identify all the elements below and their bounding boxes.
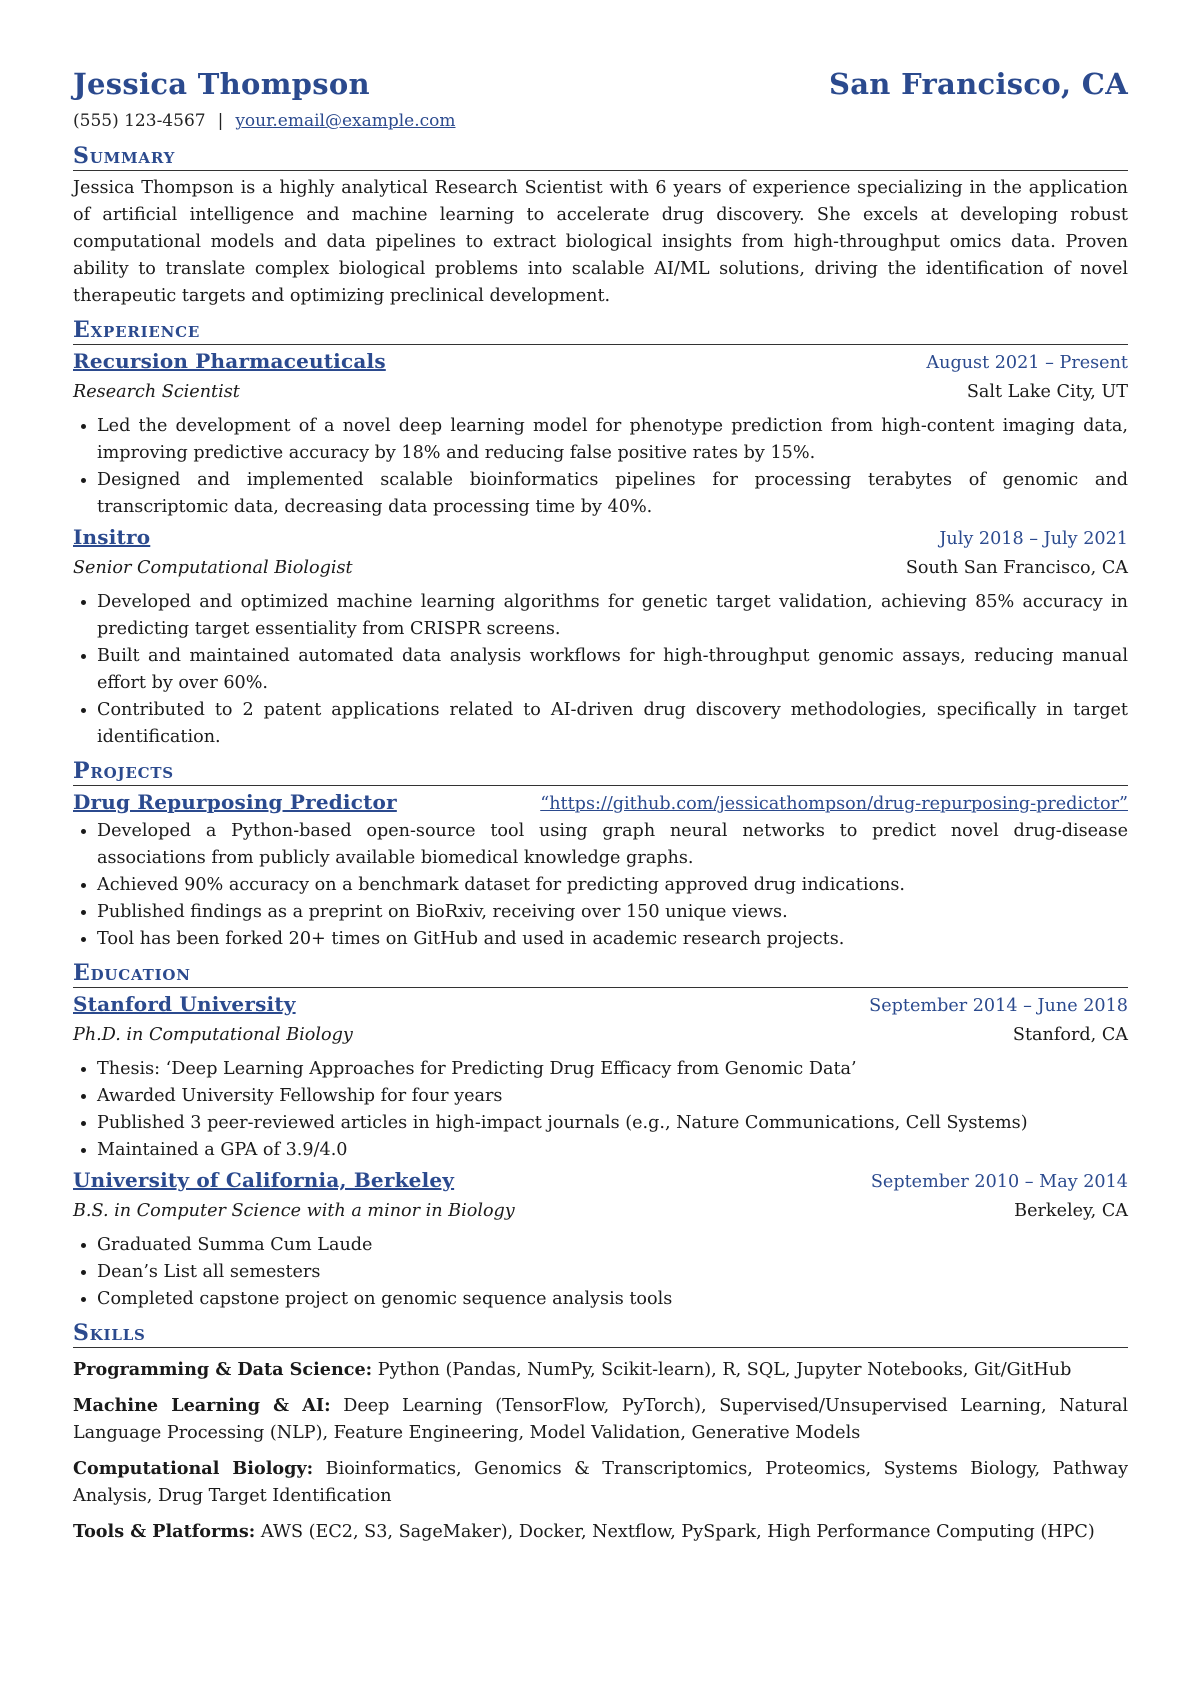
education-entry xyxy=(73,990,1128,1164)
project-name-link[interactable]: Drug Repurposing Predictor xyxy=(73,790,397,814)
contact-separator: | xyxy=(217,111,224,131)
email-link[interactable]: your.email@example.com xyxy=(235,111,456,131)
list-item: • Thesis: ‘Deep Learning Approaches for Predicting Drug Efficacy from Genomic Data’ xyxy=(97,1056,1128,1083)
company-link[interactable]: Insitro xyxy=(73,525,151,549)
job-location: Salt Lake City, UT xyxy=(966,382,1128,402)
skill-category: Programming & Data Science: xyxy=(73,1359,373,1380)
project-entry xyxy=(73,788,1128,953)
education-dates: September 2010 – May 2014 xyxy=(870,1172,1128,1192)
job-dates: July 2018 – July 2021 xyxy=(939,529,1128,549)
list-item: • Designed and implemented scalable bioinformatics pipelines for processing terabytes of genomic and transcriptomic data, decreasing data processing time by 40%. xyxy=(97,467,1128,521)
resume-page xyxy=(73,62,1128,1546)
skill-category: Tools & Platforms: xyxy=(73,1521,256,1542)
list-item: • Built and maintained automated data analysis workflows for high-throughput genomic assays, reducing manual effort by over 60%. xyxy=(97,643,1128,697)
phone-number: (555) 123-4567 xyxy=(73,111,206,131)
degree: B.S. in Computer Science with a minor in Biology xyxy=(73,1201,515,1221)
list-item: • Awarded University Fellowship for four years xyxy=(97,1083,1128,1110)
list-item: • Achieved 90% accuracy on a benchmark dataset for predicting approved drug indications. xyxy=(97,872,1128,899)
experience-entry xyxy=(73,523,1128,751)
job-location: South San Francisco, CA xyxy=(905,558,1128,578)
project-url-link[interactable]: “https://github.com/jessicathompson/drug-repurposing-predictor” xyxy=(540,794,1128,814)
list-item: • Maintained a GPA of 3.9/4.0 xyxy=(97,1137,1128,1164)
education-section xyxy=(73,959,1128,1313)
education-bullets xyxy=(73,1056,1128,1164)
skill-line xyxy=(73,1356,1128,1384)
list-item: • Developed a Python-based open-source tool using graph neural networks to predict novel drug-disease associations from publicly available biomedical knowledge graphs. xyxy=(97,818,1128,872)
list-item: • Published 3 peer-reviewed articles in high-impact journals (e.g., Nature Communications, Cell Systems) xyxy=(97,1110,1128,1137)
school-link[interactable]: Stanford University xyxy=(73,992,296,1016)
summary-heading: Summary xyxy=(73,142,1128,171)
list-item: • Graduated Summa Cum Laude xyxy=(97,1232,1128,1259)
experience-heading: Experience xyxy=(73,316,1128,345)
job-bullets xyxy=(73,413,1128,521)
school-location: Stanford, CA xyxy=(1012,1025,1128,1045)
list-item: • Led the development of a novel deep learning model for phenotype prediction from high-content imaging data, improving predictive accuracy by 18% and reducing false positive rates by 15%. xyxy=(97,413,1128,467)
job-dates: August 2021 – Present xyxy=(926,353,1128,373)
skill-list: AWS (EC2, S3, SageMaker), Docker, Nextflow, PySpark, High Performance Computing (HPC) xyxy=(260,1522,1095,1542)
experience-section xyxy=(73,316,1128,751)
company-link[interactable]: Recursion Pharmaceuticals xyxy=(73,349,386,373)
degree: Ph.D. in Computational Biology xyxy=(73,1025,353,1045)
skill-list: Python (Pandas, NumPy, Scikit-learn), R, SQL, Jupyter Notebooks, Git/GitHub xyxy=(377,1360,1072,1380)
list-item: • Completed capstone project on genomic sequence analysis tools xyxy=(97,1286,1128,1313)
list-item: • Dean’s List all semesters xyxy=(97,1259,1128,1286)
job-bullets xyxy=(73,589,1128,751)
skill-line xyxy=(73,1455,1128,1510)
skill-list: Bioinformatics, Genomics & Transcriptomics, Proteomics, Systems Biology, Pathway Analysis, Drug Target Identification xyxy=(73,1459,1129,1506)
candidate-name: Jessica Thompson xyxy=(73,67,370,101)
job-role: Senior Computational Biologist xyxy=(73,558,353,578)
skills-section xyxy=(73,1319,1128,1546)
skill-category: Computational Biology: xyxy=(73,1458,314,1479)
school-location: Berkeley, CA xyxy=(1014,1201,1128,1221)
project-bullets xyxy=(73,818,1128,953)
list-item: • Developed and optimized machine learning algorithms for genetic target validation, achieving 85% accuracy in predicting target essentiality from CRISPR screens. xyxy=(97,589,1128,643)
list-item: • Tool has been forked 20+ times on GitHub and used in academic research projects. xyxy=(97,926,1128,953)
education-dates: September 2014 – June 2018 xyxy=(869,996,1128,1016)
contact-line xyxy=(73,106,1128,136)
education-entry xyxy=(73,1166,1128,1313)
job-role: Research Scientist xyxy=(73,382,240,402)
summary-section xyxy=(73,142,1128,310)
education-bullets xyxy=(73,1232,1128,1313)
skill-list: Deep Learning (TensorFlow, PyTorch), Supervised/Unsupervised Learning, Natural Language Processing (NLP), Feature Engineering, Model Validation, Generative Models xyxy=(73,1396,1129,1443)
education-heading: Education xyxy=(73,959,1128,988)
resume-header xyxy=(73,62,1128,106)
skill-line xyxy=(73,1518,1128,1546)
experience-entry xyxy=(73,347,1128,521)
summary-text: Jessica Thompson is a highly analytical Research Scientist with 6 years of experience specializing in the application of artificial intelligence and machine learning to accelerate drug discovery. She excels at developing robust computational models and data pipelines to extract biological insights from high-throughput omics data. Proven ability to translate complex biological problems into scalable AI/ML solutions, driving the identification of novel therapeutic targets and optimizing preclinical development. xyxy=(73,178,1128,306)
candidate-location: San Francisco, CA xyxy=(828,67,1128,101)
projects-section xyxy=(73,757,1128,953)
skill-category: Machine Learning & AI: xyxy=(73,1395,331,1416)
skill-line xyxy=(73,1392,1128,1447)
list-item: • Published findings as a preprint on BioRxiv, receiving over 150 unique views. xyxy=(97,899,1128,926)
skills-heading: Skills xyxy=(73,1319,1128,1348)
list-item: • Contributed to 2 patent applications related to AI-driven drug discovery methodologies, specifically in target identification. xyxy=(97,697,1128,751)
projects-heading: Projects xyxy=(73,757,1128,786)
school-link[interactable]: University of California, Berkeley xyxy=(73,1168,455,1192)
